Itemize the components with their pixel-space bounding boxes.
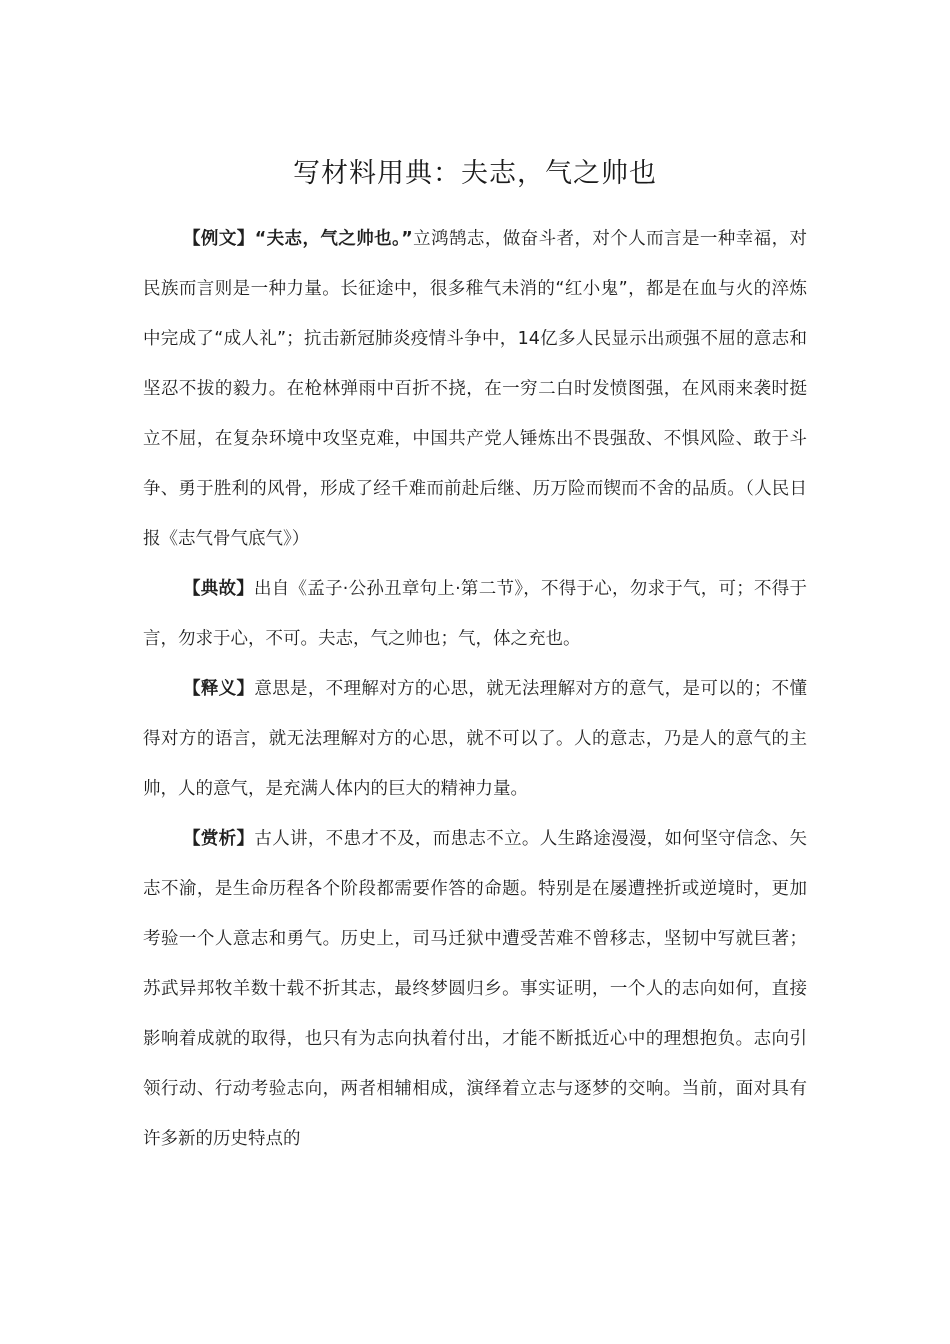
- meaning-label: 【释义】: [183, 679, 255, 699]
- meaning-text: 意思是，不理解对方的心思，就无法理解对方的意气，是可以的；不懂得对方的语言，就无法理解对方的心思，就不可以了。人的意志，乃是人的意气的主帅，人的意气，是充满人体内的巨大的精神力量。: [143, 679, 808, 799]
- origin-paragraph: [143, 564, 807, 664]
- origin-text: 出自《孟子·公孙丑章句上·第二节》，不得于心，勿求于气，可；不得于言，勿求于心，不可。夫志，气之帅也；气，体之充也。: [143, 579, 807, 649]
- origin-label: 【典故】: [183, 579, 255, 599]
- document-page: [143, 150, 807, 1164]
- example-label: 【例文】: [183, 229, 255, 249]
- meaning-paragraph: [143, 664, 807, 814]
- appreciation-text: 古人讲，不患才不及，而患志不立。人生路途漫漫，如何坚守信念、矢志不渝，是生命历程各个阶段都需要作答的命题。特别是在屡遭挫折或逆境时，更加考验一个人意志和勇气。历史上，司马迁狱中遭受苦难不曾移志，坚韧中写就巨著；苏武异邦牧羊数十载不折其志，最终梦圆归乡。事实证明，一个人的志向如何，直接影响着成就的取得，也只有为志向执着付出，才能不断抵近心中的理想抱负。志向引领行动、行动考验志向，两者相辅相成，演绎着立志与逐梦的交响。当前，面对具有许多新的历史特点的: [143, 829, 808, 1149]
- example-text: 立鸿鹄志，做奋斗者，对个人而言是一种幸福，对民族而言则是一种力量。长征途中，很多稚气未消的“红小鬼”，都是在血与火的淬炼中完成了“成人礼”；抗击新冠肺炎疫情斗争中，14亿多人民显示出顽强不屈的意志和坚忍不拔的毅力。在枪林弹雨中百折不挠，在一穷二白时发愤图强，在风雨来袭时挺立不屈，在复杂环境中攻坚克难，中国共产党人锤炼出不畏强敌、不惧风险、敢于斗争、勇于胜利的风骨，形成了经千难而前赴后继、历万险而锲而不舍的品质。（人民日报《志气骨气底气》）: [143, 229, 807, 549]
- appreciation-label: 【赏析】: [183, 829, 255, 849]
- example-paragraph: [143, 214, 807, 564]
- example-quote: “夫志，气之帅也。”: [254, 229, 413, 249]
- appreciation-paragraph: [143, 814, 807, 1164]
- document-title: 写材料用典：夫志，气之帅也: [293, 158, 657, 189]
